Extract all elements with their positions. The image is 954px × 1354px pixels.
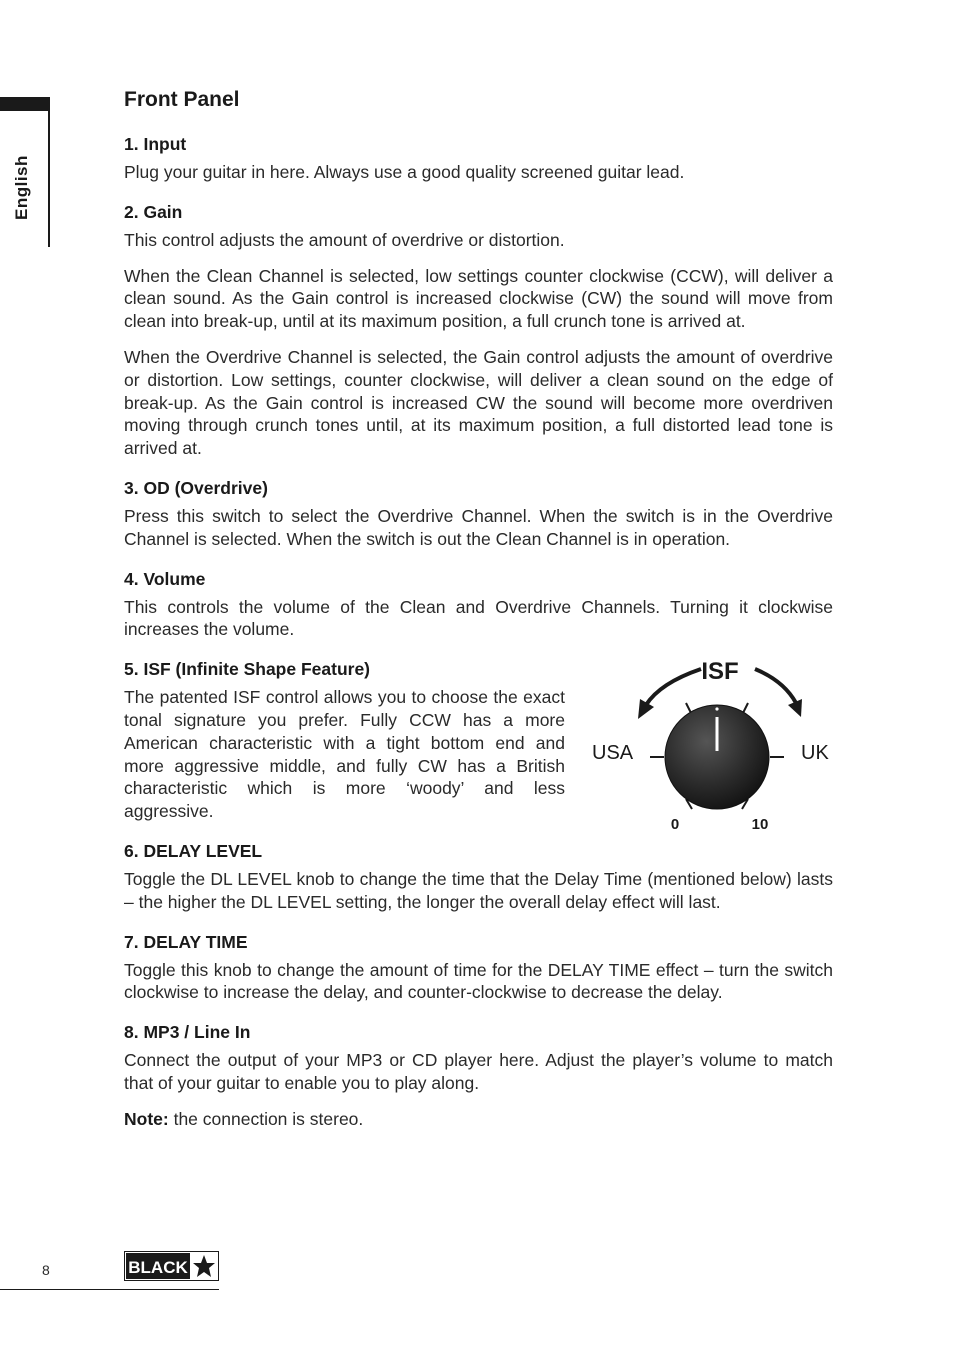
main-content (124, 88, 833, 1149)
section-heading: 5. ISF (Infinite Shape Feature) (124, 659, 371, 680)
section-volume (124, 569, 833, 642)
note-paragraph (124, 1108, 833, 1131)
section-isf (124, 658, 833, 834)
brand-logo (124, 1251, 219, 1281)
section-heading: 7. DELAY TIME (124, 931, 248, 952)
section-paragraph: Press this switch to select the Overdrive Channel. When the switch is in the Overdrive Channel is selected. When the switch is out the Clean Channel is in operation. (124, 505, 833, 549)
isf-knob-diagram (588, 647, 838, 837)
brand-text: BLACK (128, 1258, 188, 1277)
section-delay-time (124, 932, 833, 1005)
isf-text-column (124, 659, 565, 823)
section-heading: 1. Input (124, 134, 187, 154)
section-paragraph: Toggle this knob to change the amount of time for the DELAY TIME effect – turn the switch clockwise to increase the delay, and counter-clockwise to decrease the delay. (124, 959, 833, 1003)
section-paragraph: When the Overdrive Channel is selected, the Gain control adjusts the amount of overdrive or distortion. Low settings, counter clockwise, will deliver a clean sound on the edge of break-up. As the Gain control is increased CW the sound will become more overdriven moving through crunch tones until, at its maximum position, a full distorted lead tone is arrived at. (124, 346, 833, 459)
section-mp3-line-in (124, 1022, 833, 1130)
section-heading: 2. Gain (124, 201, 183, 222)
section-paragraph: Plug your guitar in here. Always use a good quality screened guitar lead. (124, 162, 685, 182)
language-label: English (12, 155, 31, 220)
section-overdrive (124, 478, 833, 551)
knob-dot (715, 708, 718, 711)
section-input (124, 134, 833, 184)
uk-label: UK (801, 742, 829, 765)
section-paragraph: The patented ISF control allows you to choose the exact tonal signature you prefer. Fully CCW has a more American characteristic with a tight bottom end and more aggressive middle, and fully CW has a British characteristic which is more ‘woody’ and less aggressive. (124, 687, 565, 822)
isf-title: ISF (701, 658, 739, 686)
note-text: the connection is stereo. (168, 1108, 364, 1129)
section-heading: 6. DELAY LEVEL (124, 840, 263, 861)
max-label: 10 (751, 816, 769, 834)
section-heading: 4. Volume (124, 568, 206, 589)
cw-arrow-icon (755, 669, 802, 717)
section-delay-level (124, 841, 833, 914)
note-label: Note: (124, 1108, 169, 1129)
page-number: 8 (42, 1262, 50, 1278)
section-paragraph: When the Clean Channel is selected, low settings counter clockwise (CCW), will deliver a clean sound. As the Gain control is increased clockwise (CW) the sound will move from clean into break-up, until at its maximum position, a full crunch tone is arrived at. (124, 265, 833, 332)
section-heading: 8. MP3 / Line In (124, 1022, 251, 1043)
section-paragraph: Toggle the DL LEVEL knob to change the time that the Delay Time (mentioned below) lasts – the higher the DL LEVEL setting, the longer the overall delay effect will last. (124, 868, 833, 912)
section-paragraph: This control adjusts the amount of overdrive or distortion. (124, 229, 565, 250)
section-gain (124, 202, 833, 460)
min-label: 0 (670, 816, 680, 834)
footer-rule (0, 1289, 219, 1290)
section-heading: 3. OD (Overdrive) (124, 477, 268, 498)
page-title: Front Panel (124, 88, 240, 111)
section-paragraph: Connect the output of your MP3 or CD player here. Adjust the player’s volume to match that of your guitar to enable you to play along. (124, 1050, 833, 1093)
usa-label: USA (592, 742, 634, 765)
section-paragraph: This controls the volume of the Clean and Overdrive Channels. Turning it clockwise increases the volume. (124, 596, 833, 640)
